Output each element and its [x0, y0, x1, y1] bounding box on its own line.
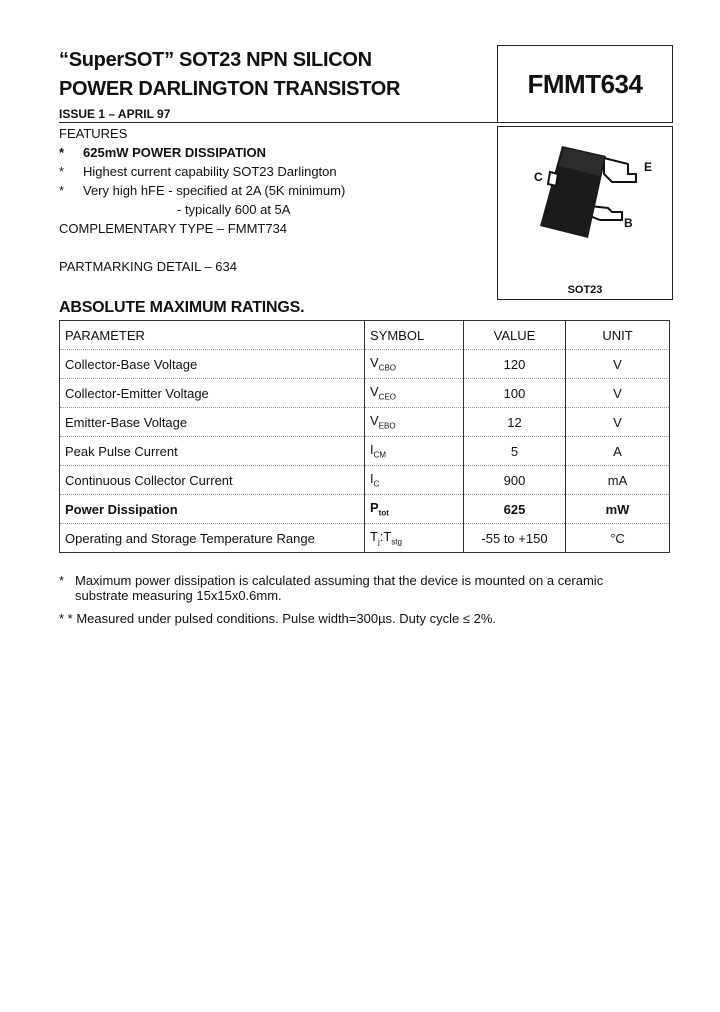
- header-unit: UNIT: [566, 321, 670, 350]
- sot23-package-illustration: [500, 128, 670, 278]
- symbol-base: V: [370, 355, 379, 371]
- symbol-subscript: tot: [378, 508, 389, 518]
- feature-item: Highest current capability SOT23 Darlington: [83, 164, 337, 179]
- unit-cell: °C: [566, 524, 670, 553]
- feature-bullet: *: [59, 145, 65, 160]
- pin-label-c: C: [534, 170, 543, 184]
- unit-cell: A: [566, 437, 670, 466]
- pin-b-lead: [590, 206, 622, 220]
- table-row: [60, 495, 670, 524]
- title-line-2: POWER DARLINGTON TRANSISTOR: [59, 78, 401, 100]
- note-2: * * Measured under pulsed conditions. Pulse width=300µs. Duty cycle ≤ 2%.: [59, 611, 496, 626]
- symbol-subscript: j: [377, 537, 380, 547]
- feature-item: Very high hFE - specified at 2A (5K minimum): [83, 183, 346, 198]
- features-heading: FEATURES: [59, 126, 128, 141]
- symbol-cell: [365, 408, 464, 437]
- symbol-base: T: [370, 529, 378, 545]
- header-divider: [59, 122, 673, 123]
- symbol-subscript: EBO: [378, 421, 396, 431]
- symbol-base: I: [370, 471, 374, 487]
- symbol-subscript: CEO: [378, 392, 397, 402]
- feature-bullet: *: [59, 183, 65, 198]
- table-row: [60, 408, 670, 437]
- feature-item: - typically 600 at 5A: [177, 202, 291, 217]
- symbol-base: I: [370, 442, 374, 458]
- unit-cell: mW: [566, 495, 670, 524]
- symbol-cell: [365, 379, 464, 408]
- symbol-cell: [365, 437, 464, 466]
- title-line-1: “SuperSOT” SOT23 NPN SILICON: [59, 49, 372, 71]
- table-row: [60, 524, 670, 553]
- part-number-box: [497, 45, 673, 123]
- feature-item: 625mW POWER DISSIPATION: [83, 145, 266, 160]
- note-1-mark: *: [59, 573, 65, 588]
- table-row: [60, 350, 670, 379]
- symbol-subscript: C: [373, 479, 380, 489]
- symbol-subscript: CM: [373, 450, 387, 460]
- symbol-base: V: [370, 413, 379, 429]
- param-cell: Power Dissipation: [60, 495, 365, 524]
- param-cell: Peak Pulse Current: [60, 437, 365, 466]
- symbol-base: V: [370, 384, 379, 400]
- note-1-line-2: substrate measuring 15x15x0.6mm.: [75, 588, 282, 603]
- value-cell: 120: [464, 350, 566, 379]
- param-cell: Collector-Emitter Voltage: [60, 379, 365, 408]
- value-cell: 5: [464, 437, 566, 466]
- symbol-base: P: [370, 500, 379, 516]
- symbol-base-2: :T: [379, 529, 392, 545]
- value-cell: 900: [464, 466, 566, 495]
- symbol-subscript-2: stg: [391, 537, 402, 547]
- value-cell: -55 to +150: [464, 524, 566, 553]
- symbol-cell: [365, 466, 464, 495]
- part-number: FMMT634: [527, 68, 643, 99]
- header-symbol: SYMBOL: [365, 321, 464, 350]
- ratings-table: [59, 320, 670, 553]
- symbol-cell: [365, 495, 464, 524]
- pin-c-lead: [548, 172, 558, 186]
- symbol-cell: [365, 524, 464, 553]
- header-value: VALUE: [464, 321, 566, 350]
- unit-cell: V: [566, 379, 670, 408]
- unit-cell: V: [566, 408, 670, 437]
- feature-bullet: *: [59, 164, 65, 179]
- table-row: [60, 437, 670, 466]
- partmarking-detail: PARTMARKING DETAIL – 634: [59, 259, 237, 274]
- param-cell: Operating and Storage Temperature Range: [60, 524, 365, 553]
- pin-label-b: B: [624, 216, 633, 230]
- note-1-line-1: Maximum power dissipation is calculated assuming that the device is mounted on a ceramic: [75, 573, 604, 588]
- param-cell: Emitter-Base Voltage: [60, 408, 365, 437]
- unit-cell: V: [566, 350, 670, 379]
- table-header-row: [60, 321, 670, 350]
- package-name: SOT23: [567, 284, 603, 296]
- pin-e-lead: [604, 158, 636, 182]
- value-cell: 100: [464, 379, 566, 408]
- issue-line: ISSUE 1 – APRIL 97: [59, 107, 171, 121]
- ratings-heading: ABSOLUTE MAXIMUM RATINGS.: [59, 299, 305, 316]
- complementary-type: COMPLEMENTARY TYPE – FMMT734: [59, 221, 288, 236]
- table-row: [60, 466, 670, 495]
- param-cell: Continuous Collector Current: [60, 466, 365, 495]
- table-row: [60, 379, 670, 408]
- param-cell: Collector-Base Voltage: [60, 350, 365, 379]
- symbol-cell: [365, 350, 464, 379]
- pin-label-e: E: [644, 160, 653, 174]
- symbol-subscript: CBO: [378, 363, 397, 373]
- unit-cell: mA: [566, 466, 670, 495]
- value-cell: 625: [464, 495, 566, 524]
- value-cell: 12: [464, 408, 566, 437]
- header-parameter: PARAMETER: [60, 321, 365, 350]
